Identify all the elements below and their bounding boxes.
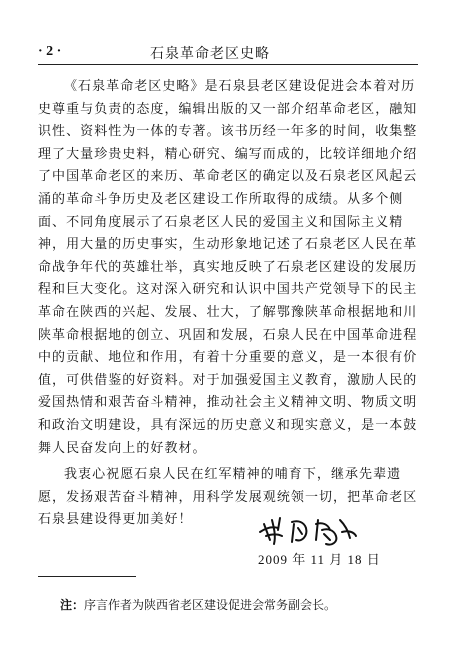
handwritten-signature [252,510,362,550]
paragraph-1 [38,76,423,460]
text-line: 石泉县建设得更加美好！ [38,512,193,528]
header-rule [38,64,418,65]
text-line: 程和巨大变化。这对深入研究和认识中国共产党领导下的民主 [38,282,418,298]
text-line: 舞人民奋发向上的好教材。 [38,440,207,456]
text-line: 爱国热情和艰苦奋斗精神，推动社会主义精神文明、物质文明 [38,395,418,411]
text-line: 面、不同角度展示了石泉老区人民的爱国主义和国际主义精 [38,214,404,230]
footnote-text: 序言作者为陕西省老区建设促进会常务副会长。 [84,598,337,612]
text-line: 革命在陕西的兴起、发展、壮大，了解鄂豫陕革命根据地和川 [38,304,418,320]
text-line: 中的贡献、地位和作用，有着十分重要的意义，是一本很有价 [38,350,418,366]
text-line: 识性、资料性为一体的专著。该书历经一年多的时间，收集整 [38,124,418,140]
text-line: 涌的革命斗争历史及老区建设工作所取得的成绩。从多个侧 [38,191,404,207]
text-line: 理了大量珍贵史料，精心研究、编写而成的，比较详细地介绍 [38,146,418,162]
footnote-label: 注： [60,598,85,612]
text-line: 了中国革命老区的来历、革命老区的确定以及石泉老区风起云 [38,169,418,185]
text-line: 愿，发扬艰苦奋斗精神，用科学发展观统领一切，把革命老区 [38,489,418,505]
text-line: 史尊重与负责的态度，编辑出版的又一部介绍革命老区，融知 [38,101,418,117]
signature-date: 2009 年 11 月 18 日 [258,552,381,567]
text-line: 值，可供借鉴的好资料。对于加强爱国主义教育，激励人民的 [38,372,418,388]
preface-body [38,76,423,532]
footnote-rule [38,576,136,577]
text-line: 《石泉革命老区史略》是石泉县老区建设促进会本着对历 [64,79,416,94]
text-line: 和政治文明建设，具有深远的历史意义和现实意义，是一本鼓 [38,417,418,433]
page-number: · 2 · [38,44,62,59]
paragraph-2 [38,464,423,532]
text-line: 我衷心祝愿石泉人民在红军精神的哺育下，继承先辈遗 [64,467,402,483]
text-line: 神，用大量的历史事实，生动形象地记述了石泉老区人民在革 [38,237,418,253]
signature-image [252,510,362,550]
page-header [0,0,450,60]
text-line: 命战争年代的英雄壮举，真实地反映了石泉老区建设的发展历 [38,259,418,275]
footnote [60,596,336,613]
running-title: 石泉革命老区史略 [150,46,270,62]
text-line: 陕革命根据地的创立、巩固和发展，石泉人民在中国革命进程 [38,327,418,343]
